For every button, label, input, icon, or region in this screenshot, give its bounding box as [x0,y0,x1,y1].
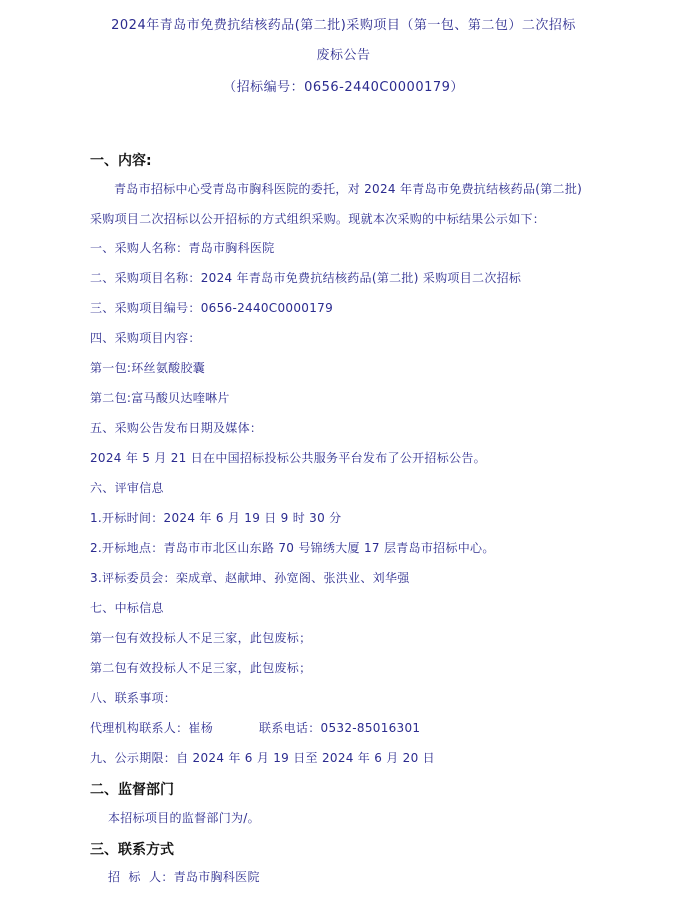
publication-info: 2024 年 5 月 21 日在中国招标投标公共服务平台发布了公开招标公告。 [90,451,486,465]
intro-paragraph-line2: 采购项目二次招标以公开招标的方式组织采购。现就本次采购的中标结果公示如下： [90,212,546,226]
lot-two: 第二包:富马酸贝达喹啉片 [90,391,230,405]
agency-contact-person: 代理机构联系人：崔杨 [90,721,214,735]
tender-number: （招标编号：0656-2440C0000179） [223,80,464,95]
agency-contact-phone: 联系电话：0532-85016301 [259,721,421,735]
publication-label: 五、采购公告发布日期及媒体： [90,421,263,435]
opening-time: 1.开标时间：2024 年 6 月 19 日 9 时 30 分 [90,511,342,525]
lot-two-result: 第二包有效投标人不足三家，此包废标； [90,661,312,675]
section-heading-content: 一、内容: [90,153,152,169]
purchaser-name: 一、采购人名称：青岛市胸科医院 [90,241,275,255]
lot-one-result: 第一包有效投标人不足三家，此包废标； [90,631,312,645]
tenderer-contact: 招 标 人：青岛市胸科医院 [108,870,260,884]
award-info-label: 七、中标信息 [90,601,164,615]
notice-title-line1: 2024年青岛市免费抗结核药品(第二批)采购项目（第一包、第二包）二次招标 [111,18,576,33]
review-info-label: 六、评审信息 [90,481,164,495]
contact-matters-label: 八、联系事项： [90,691,177,705]
intro-paragraph-line1: 青岛市招标中心受青岛市胸科医院的委托，对 2024 年青岛市免费抗结核药品(第二批) [114,182,583,196]
opening-location: 2.开标地点：青岛市市北区山东路 70 号锦绣大厦 17 层青岛市招标中心。 [90,541,495,555]
lot-one: 第一包:环丝氨酸胶囊 [90,361,206,375]
supervision-text: 本招标项目的监督部门为/。 [108,811,260,825]
project-content-label: 四、采购项目内容： [90,331,201,345]
notice-period: 九、公示期限：自 2024 年 6 月 19 日至 2024 年 6 月 20 日 [90,751,435,765]
section-heading-supervision: 二、监督部门 [90,782,174,798]
section-heading-contact: 三、联系方式 [90,842,174,858]
contact-row [90,719,420,736]
evaluation-committee: 3.评标委员会：栾成章、赵献坤、孙宽阁、张洪业、刘华强 [90,571,410,585]
notice-title-line2: 废标公告 [316,48,371,63]
project-name: 二、采购项目名称：2024 年青岛市免费抗结核药品(第二批) 采购项目二次招标 [90,271,522,285]
project-number: 三、采购项目编号：0656-2440C0000179 [90,301,334,315]
